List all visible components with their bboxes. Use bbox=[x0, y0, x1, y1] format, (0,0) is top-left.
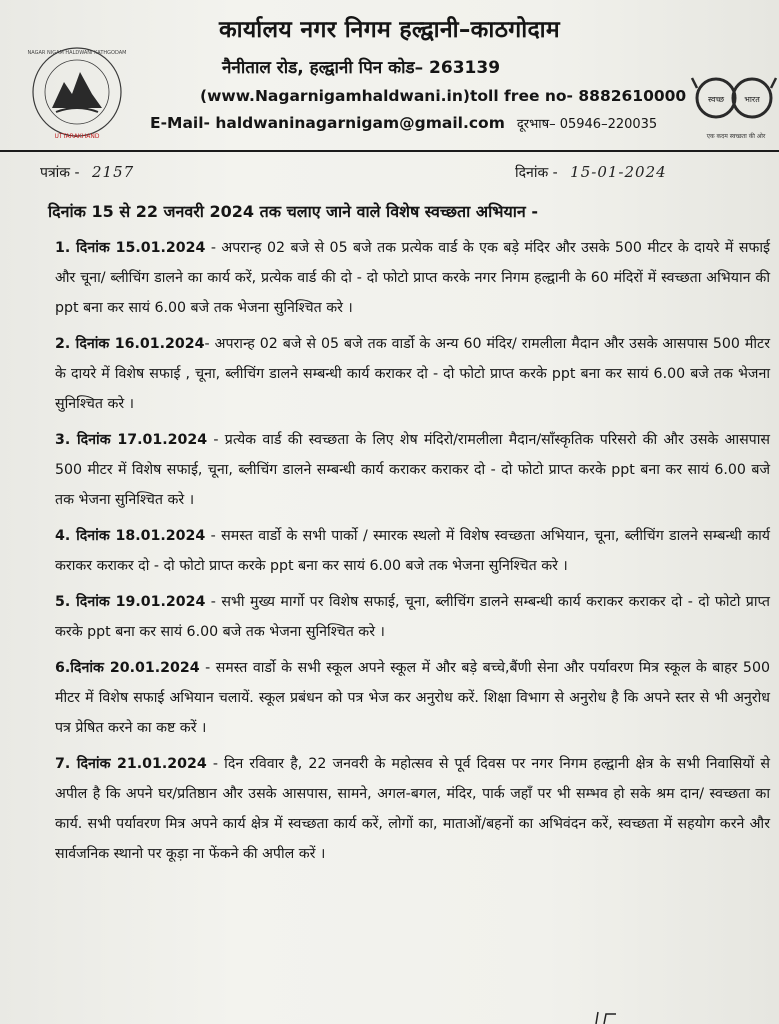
item-date-heading: 2. दिनांक 16.01.2024 bbox=[55, 336, 205, 352]
office-title: कार्यालय नगर निगम हल्द्वानी–काठगोदाम bbox=[219, 17, 560, 43]
item-date-heading: 3. दिनांक 17.01.2024 bbox=[55, 432, 208, 448]
date-line bbox=[515, 163, 667, 182]
logo-text-top: NAGAR NIGAM HALDWANI KATHGODAM bbox=[27, 50, 127, 56]
list-item bbox=[55, 329, 770, 419]
list-item bbox=[55, 587, 770, 647]
letter-number-label: पत्रांक - bbox=[40, 165, 80, 181]
website-tollfree: (www.Nagarnigamhaldwani.in)toll free no- 8882610000 bbox=[200, 87, 687, 105]
nagar-nigam-logo bbox=[22, 42, 132, 140]
list-item bbox=[55, 521, 770, 581]
item-text: - दिन रविवार है, 22 जनवरी के महोत्सव से पूर्व दिवस पर नगर निगम हल्द्वानी क्षेत्र के सभी निवासियों से अपील है कि अपने घर/प्रतिष्ठान और उसके आसपास, सामने, अगल-बगल, मंदिर, पार्क जहाँ पर भी सम्भव हो सके श्रम दान/ स्वच्छता का कार्य. सभी पर्यावरण मित्र अपने कार्य क्षेत्र में स्वच्छता कार्य करें, लोगों का, माताओं/बहनों का अभिवंदन करें, स्वच्छता में सहयोग करने और सार्वजनिक स्थानो पर कूड़ा ना फेंकने की अपील करें । bbox=[55, 756, 770, 862]
logo-text-swachh: स्वच्छ bbox=[707, 95, 725, 104]
office-address: नैनीताल रोड, हल्द्वानी पिन कोड– 263139 bbox=[222, 58, 501, 78]
list-item bbox=[55, 425, 770, 515]
swachh-bharat-logo bbox=[690, 66, 778, 146]
date-value: 15-01-2024 bbox=[570, 163, 667, 181]
header-divider bbox=[0, 150, 779, 152]
contact-line bbox=[150, 114, 657, 132]
instruction-list bbox=[55, 233, 770, 875]
list-item bbox=[55, 749, 770, 869]
item-date-heading: 5. दिनांक 19.01.2024 bbox=[55, 594, 206, 610]
item-date-heading: 4. दिनांक 18.01.2024 bbox=[55, 528, 206, 544]
item-text: - समस्त वार्डो के सभी पार्को / स्मारक स्थलो में विशेष स्वच्छता अभियान, चूना, ब्लीचिंग डालने सम्बन्धी कार्य कराकर कराकर दो - दो फोटो प्राप्त करके ppt बना कर सायं 6.00 बजे तक भेजना सुनिश्चित करे । bbox=[55, 528, 770, 574]
item-date-heading: 7. दिनांक 21.01.2024 bbox=[55, 756, 207, 772]
email-address: E-Mail- haldwaninagarnigam@gmail.com bbox=[150, 114, 505, 132]
logo-text-bharat: भारत bbox=[744, 95, 760, 104]
item-text: - प्रत्येक वार्ड की स्वच्छता के लिए शेष मंदिरो/रामलीला मैदान/साँस्कृतिक परिसरो की और उसके आसपास 500 मीटर में विशेष सफाई, चूना, ब्लीचिंग डालने सम्बन्धी कार्य कराकर कराकर दो - दो फोटो प्राप्त करके ppt बना कर सायं 6.00 बजे तक भेजना सुनिश्चित करे । bbox=[55, 432, 771, 508]
item-date-heading: 1. दिनांक 15.01.2024 bbox=[55, 240, 206, 256]
date-label: दिनांक - bbox=[515, 165, 558, 181]
phone-number: दूरभाष– 05946–220035 bbox=[516, 117, 658, 132]
item-text: - सभी मुख्य मार्गो पर विशेष सफाई, चूना, ब्लीचिंग डालने सम्बन्धी कार्य कराकर कराकर दो - दो फोटो प्राप्त करके ppt बना कर सायं 6.00 बजे तक भेजना सुनिश्चित करे । bbox=[55, 594, 770, 640]
item-text: - अपरान्ह 02 बजे से 05 बजे तक प्रत्येक वार्ड के एक बड़े मंदिर और उसके 500 मीटर के दायरे में सफाई और चूना/ ब्लीचिंग डालने का कार्य करें, प्रत्येक वार्ड की दो - दो फोटो प्राप्त करके नगर निगम हल्द्वानी के 60 मंदिरों में स्वच्छता अभियान की ppt बना कर सायं 6.00 बजे तक भेजना सुनिश्चित करे । bbox=[55, 240, 771, 316]
logo-caption: एक कदम स्वच्छता की ओर bbox=[706, 133, 766, 140]
item-text: - समस्त वार्डो के सभी स्कूल अपने स्कूल में और बड़े बच्चे,बैंणी सेना और पर्यावरण मित्र स्कूल के बाहर 500 मीटर में विशेष सफाई अभियान चलायें. स्कूल प्रबंधन को पत्र भेज कर अनुरोध करें. शिक्षा विभाग से अनुरोध है कि अपने स्तर से भी अनुरोध पत्र प्रेषित करने का कष्ट करें । bbox=[55, 660, 770, 736]
letter-number-value: 2157 bbox=[92, 163, 135, 181]
list-item bbox=[55, 653, 770, 743]
logo-text-bottom: UTTARAKHAND bbox=[54, 133, 100, 140]
signature-fragment bbox=[590, 1010, 630, 1024]
item-date-heading: 6.दिनांक 20.01.2024 bbox=[55, 660, 200, 676]
subject-heading: दिनांक 15 से 22 जनवरी 2024 तक चलाए जाने वाले विशेष स्वच्छता अभियान - bbox=[48, 202, 538, 221]
list-item bbox=[55, 233, 770, 323]
item-text: - अपरान्ह 02 बजे से 05 बजे तक वार्डो के अन्य 60 मंदिर/ रामलीला मैदान और उसके आसपास 500 मीटर के दायरे में विशेष सफाई , चूना, ब्लीचिंग डालने सम्बन्धी कार्य कराकर दो - दो फोटो प्राप्त करके ppt बना कर सायं 6.00 बजे तक भेजना सुनिश्चित करे । bbox=[55, 336, 771, 412]
letter-number-line bbox=[40, 163, 134, 182]
